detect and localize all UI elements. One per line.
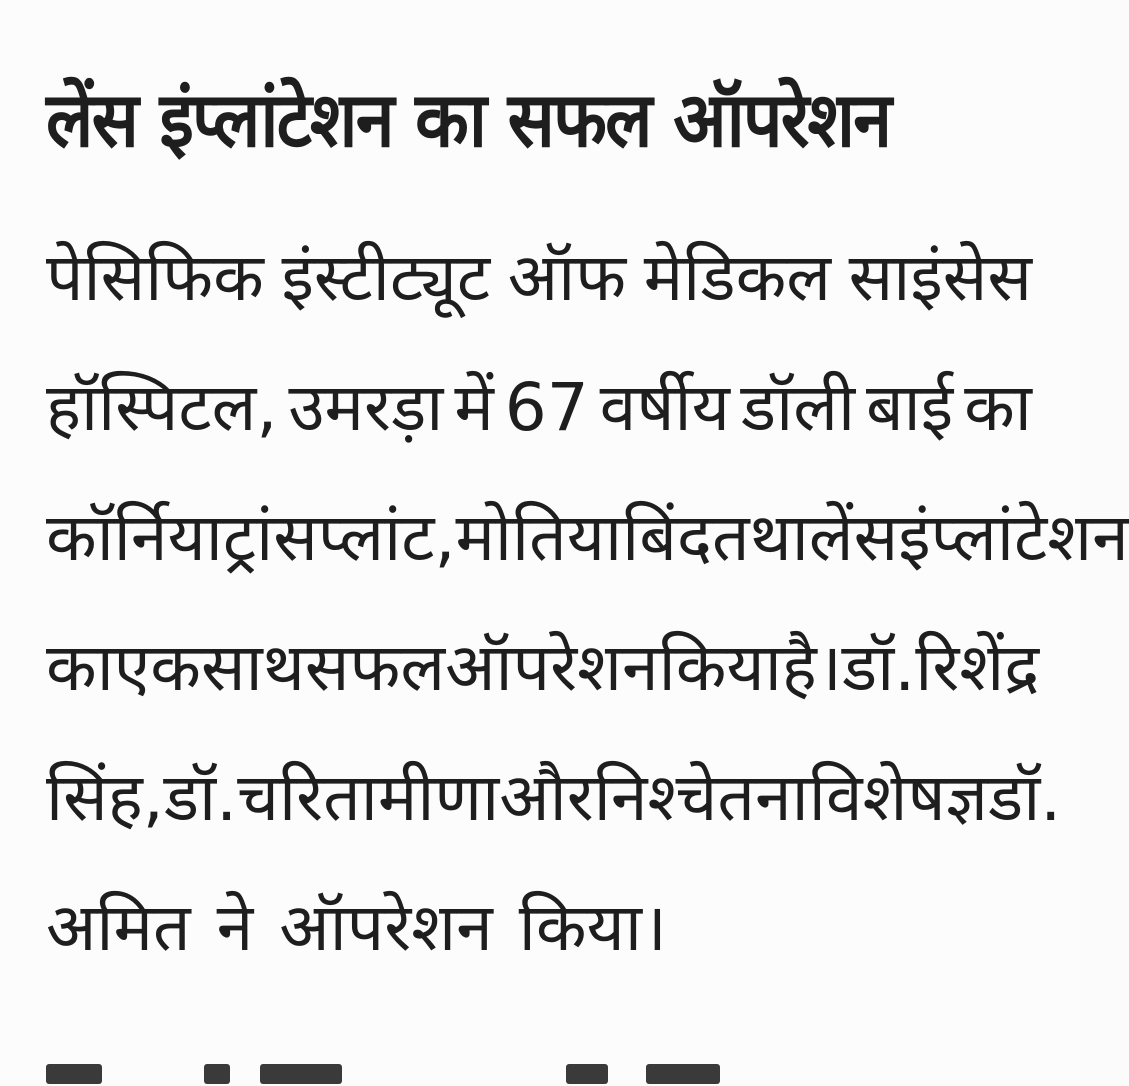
article-line (46, 748, 1062, 878)
article-word: विशेषज्ञ (808, 759, 988, 836)
article-word: इंस्टीट्यूट (281, 239, 491, 316)
text-fragment (566, 1064, 608, 1084)
article-word: ट्रांसप्लांट, (222, 499, 456, 576)
article-headline: लेंस इंप्लांटेशन का सफल ऑपरेशन (46, 75, 891, 164)
article-word: डॉली (740, 369, 856, 446)
article-line (46, 488, 1129, 618)
cropped-text-fragment (46, 1056, 746, 1086)
article-word: में (454, 369, 494, 446)
article-word: साइंसेस (848, 239, 1032, 316)
article-line (46, 358, 1032, 488)
article-word: चरिता (237, 759, 378, 836)
article-word: डॉ. (163, 759, 238, 836)
article-word: सिंह, (46, 759, 164, 836)
article-word: इंप्लांटेशन (898, 499, 1129, 576)
article-line (46, 878, 1032, 1008)
article-word: डॉ. (841, 629, 916, 706)
text-fragment (646, 1064, 720, 1084)
article-word: और (499, 759, 594, 836)
article-word: ने (216, 889, 254, 966)
article-word: अमित (46, 889, 191, 966)
article-word: है। (781, 629, 842, 706)
article-word: कॉर्निया (46, 499, 223, 576)
article-word: 67 (504, 369, 589, 446)
article-word: एक (113, 629, 201, 706)
article-line (46, 228, 1032, 358)
article-line (46, 618, 1040, 748)
article-word: का (964, 369, 1032, 446)
article-word: किया। (518, 889, 667, 966)
article-word: तथा (711, 499, 809, 576)
article-word: ऑपरेशन (445, 629, 659, 706)
article-word: ऑफ (507, 239, 627, 316)
text-fragment (46, 1064, 102, 1084)
article-word: वर्षीय (599, 369, 730, 446)
article-word: उमरड़ा (288, 369, 444, 446)
article-word: सफल (304, 629, 446, 706)
article-word: डॉ. (987, 759, 1062, 836)
article-word: मेडिकल (643, 239, 832, 316)
article-word: मीणा (377, 759, 500, 836)
text-fragment (260, 1064, 342, 1084)
article-word: मोतियाबिंद (455, 499, 712, 576)
article-word: पेसिफिक (46, 239, 264, 316)
article-word: हॉस्पिटल, (46, 369, 278, 446)
article-word: निश्चेतना (593, 759, 809, 836)
article-word: किया (658, 629, 782, 706)
article-word: बाई (865, 369, 954, 446)
article-word: लेंस (808, 499, 899, 576)
text-fragment (204, 1064, 230, 1084)
article-body (46, 228, 1129, 1008)
article-word: ऑपरेशन (279, 889, 493, 966)
article-word: का (46, 629, 114, 706)
article-word: रिशेंद्र (915, 629, 1040, 706)
article-word: साथ (200, 629, 305, 706)
